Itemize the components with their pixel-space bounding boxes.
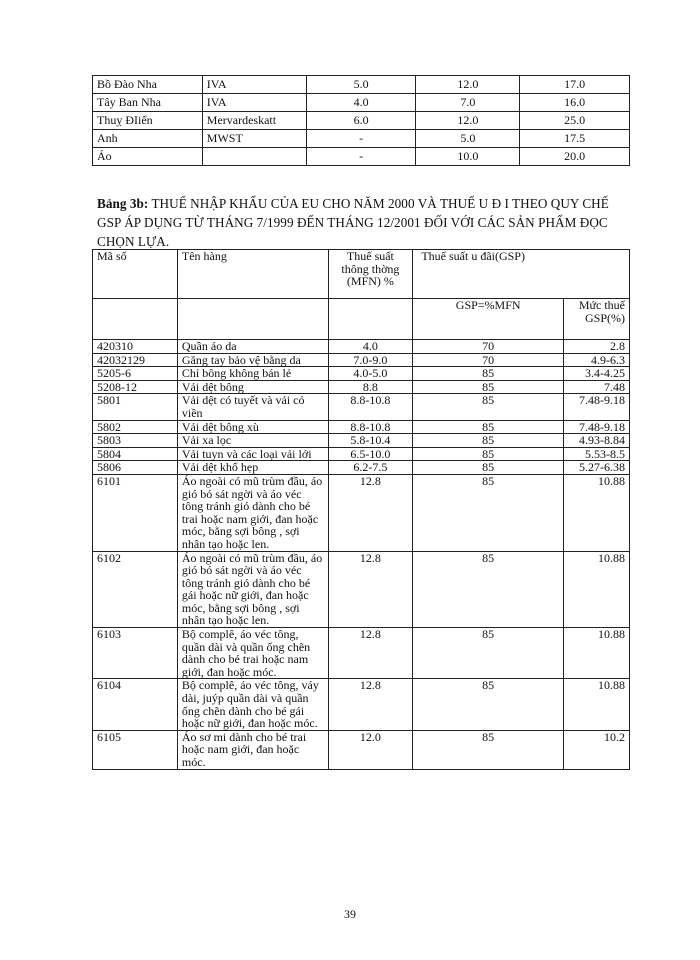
cell-name: Áo ngoài có mũ trùm đầu, áo gió bó sát ngời và áo véc tông tránh gió dành cho bé trai hoặc nam giới, đan hoặc móc, bằng sợi bông , sợi nhân tạo hoặc len.	[177, 474, 328, 551]
header-mfn: Thuế suất thông thờng (MFN) %	[328, 250, 413, 299]
cell-mfn: 12.8	[328, 628, 413, 679]
cell-mfn: 6.2-7.5	[328, 461, 413, 475]
cell-gsp-pct: 85	[413, 420, 564, 434]
cell-name: Vải dệt có tuyết và vải có viền	[177, 394, 328, 420]
cell-code: 5802	[93, 420, 178, 434]
header-gsp-percent: GSP=%MFN	[413, 299, 564, 340]
table-cell: IVA	[202, 94, 306, 112]
table-row	[93, 148, 630, 166]
subheader-row	[93, 299, 630, 340]
cell-name: Vải dệt bông	[177, 380, 328, 394]
cell-mfn: 12.0	[328, 730, 413, 769]
table-cell: 20.0	[520, 148, 630, 166]
header-gsp: Thuế suất u đãi(GSP)	[413, 250, 630, 299]
table-cell: Thuỵ ĐIiển	[93, 112, 203, 130]
table-row	[93, 447, 630, 461]
cell-code: 420310	[93, 340, 178, 354]
cell-code: 6101	[93, 474, 178, 551]
cell-gsp-rate: 4.9-6.3	[564, 353, 630, 367]
cell-mfn: 12.8	[328, 551, 413, 628]
cell-code: 5801	[93, 394, 178, 420]
subheader-empty	[93, 299, 178, 340]
table-cell: -	[306, 130, 416, 148]
subheader-empty	[177, 299, 328, 340]
cell-code: 6104	[93, 679, 178, 730]
cell-gsp-pct: 85	[413, 434, 564, 448]
cell-gsp-rate: 7.48-9.18	[564, 420, 630, 434]
cell-gsp-pct: 85	[413, 367, 564, 381]
cell-gsp-pct: 85	[413, 730, 564, 769]
table-row	[93, 130, 630, 148]
cell-gsp-rate: 2.8	[564, 340, 630, 354]
table-cell: 10.0	[416, 148, 520, 166]
caption-label: Bảng 3b:	[97, 196, 149, 211]
table-cell: Bồ Đào Nha	[93, 76, 203, 94]
cell-mfn: 8.8	[328, 380, 413, 394]
cell-name: Bộ complê, áo véc tông, quần dài và quần ống chẽn dành cho bé trai hoặc nam giới, đan hoặc móc.	[177, 628, 328, 679]
cell-gsp-rate: 10.88	[564, 551, 630, 628]
table-cell: 7.0	[416, 94, 520, 112]
cell-code: 5804	[93, 447, 178, 461]
cell-gsp-pct: 85	[413, 447, 564, 461]
table-row	[93, 461, 630, 475]
table-cell	[202, 148, 306, 166]
table-row	[93, 76, 630, 94]
cell-gsp-rate: 10.2	[564, 730, 630, 769]
table-row	[93, 380, 630, 394]
cell-gsp-rate: 4.93-8.84	[564, 434, 630, 448]
table-cell: Tây Ban Nha	[93, 94, 203, 112]
table-row	[93, 353, 630, 367]
table-row	[93, 679, 630, 730]
caption-text: THUẾ NHẬP KHẨU CỦA EU CHO NĂM 2000 VÀ THUẾ U Đ I THEO QUY CHẾ GSP ÁP DỤNG TỪ THÁNG 7/1999 ĐẾN THÁNG 12/2001 ĐỐI VỚI CÁC SẢN PHẨM ĐỌC CHỌN LỰA.	[97, 196, 609, 249]
table-row	[93, 394, 630, 420]
cell-gsp-pct: 85	[413, 551, 564, 628]
header-row	[93, 250, 630, 299]
header-gsp-rate: Mức thuế GSP(%)	[564, 299, 630, 340]
table-cell: IVA	[202, 76, 306, 94]
table-row	[93, 340, 630, 354]
header-code: Mã số	[93, 250, 178, 299]
cell-code: 6105	[93, 730, 178, 769]
header-name: Tên hàng	[177, 250, 328, 299]
table-cell: Mervardeskatt	[202, 112, 306, 130]
eu-tariff-table	[92, 249, 630, 770]
cell-gsp-pct: 85	[413, 461, 564, 475]
cell-mfn: 12.8	[328, 474, 413, 551]
cell-code: 5803	[93, 434, 178, 448]
cell-gsp-pct: 85	[413, 394, 564, 420]
cell-gsp-rate: 5.53-8.5	[564, 447, 630, 461]
cell-name: Bộ complê, áo véc tông, váy dài, juýp quần dài và quần ống chẽn dành cho bé gái hoặc nữ giới, đan hoặc móc.	[177, 679, 328, 730]
cell-name: Vải dệt khổ hẹp	[177, 461, 328, 475]
table-row	[93, 420, 630, 434]
table-cell: 25.0	[520, 112, 630, 130]
subheader-empty	[328, 299, 413, 340]
table-row	[93, 628, 630, 679]
table-row	[93, 434, 630, 448]
cell-name: Quần áo da	[177, 340, 328, 354]
cell-gsp-rate: 3.4-4.25	[564, 367, 630, 381]
table-cell: 5.0	[306, 76, 416, 94]
table-cell: 17.0	[520, 76, 630, 94]
cell-gsp-rate: 7.48	[564, 380, 630, 394]
cell-name: Áo ngoài có mũ trùm đầu, áo gió bó sát ngời và áo véc tông tránh gió dành cho bé gái hoặc nữ giới, đan hoặc móc, bằng sợi bông , sợi nhân tạo hoặc len.	[177, 551, 328, 628]
cell-name: Áo sơ mi dành cho bé trai hoặc nam giới, đan hoặc móc.	[177, 730, 328, 769]
cell-code: 5205-6	[93, 367, 178, 381]
cell-gsp-rate: 10.88	[564, 679, 630, 730]
cell-code: 5208-12	[93, 380, 178, 394]
table-cell: 16.0	[520, 94, 630, 112]
cell-name: Vải xa lọc	[177, 434, 328, 448]
table-cell: 4.0	[306, 94, 416, 112]
cell-mfn: 4.0-5.0	[328, 367, 413, 381]
table-row	[93, 112, 630, 130]
cell-name: Chỉ bông không bán lẻ	[177, 367, 328, 381]
table-cell: 17.5	[520, 130, 630, 148]
cell-name: Vải tuyn và các loại vải lới	[177, 447, 328, 461]
cell-mfn: 4.0	[328, 340, 413, 354]
cell-mfn: 6.5-10.0	[328, 447, 413, 461]
cell-gsp-pct: 70	[413, 340, 564, 354]
cell-code: 6102	[93, 551, 178, 628]
cell-mfn: 8.8-10.8	[328, 394, 413, 420]
cell-gsp-rate: 7.48-9.18	[564, 394, 630, 420]
table-cell: 6.0	[306, 112, 416, 130]
table-cell: 5.0	[416, 130, 520, 148]
cell-gsp-rate: 10.88	[564, 474, 630, 551]
cell-mfn: 8.8-10.8	[328, 420, 413, 434]
table-row	[93, 551, 630, 628]
table-row	[93, 474, 630, 551]
cell-gsp-pct: 85	[413, 628, 564, 679]
table-cell: 12.0	[416, 112, 520, 130]
cell-gsp-pct: 85	[413, 679, 564, 730]
cell-name: Găng tay bảo vệ bằng da	[177, 353, 328, 367]
cell-gsp-pct: 85	[413, 380, 564, 394]
table-cell: 12.0	[416, 76, 520, 94]
table-row	[93, 94, 630, 112]
cell-name: Vải dệt bông xù	[177, 420, 328, 434]
cell-gsp-pct: 85	[413, 474, 564, 551]
cell-mfn: 7.0-9.0	[328, 353, 413, 367]
cell-gsp-pct: 70	[413, 353, 564, 367]
cell-code: 42032129	[93, 353, 178, 367]
cell-gsp-rate: 10.88	[564, 628, 630, 679]
table-caption	[97, 194, 630, 251]
table-cell: Áo	[93, 148, 203, 166]
cell-mfn: 12.8	[328, 679, 413, 730]
cell-gsp-rate: 5.27-6.38	[564, 461, 630, 475]
table-cell: Anh	[93, 130, 203, 148]
cell-mfn: 5.8-10.4	[328, 434, 413, 448]
country-vat-table	[92, 75, 630, 166]
table-cell: -	[306, 148, 416, 166]
table-row	[93, 730, 630, 769]
cell-code: 5806	[93, 461, 178, 475]
page-number: 39	[344, 907, 356, 921]
cell-code: 6103	[93, 628, 178, 679]
table-cell: MWST	[202, 130, 306, 148]
table-row	[93, 367, 630, 381]
